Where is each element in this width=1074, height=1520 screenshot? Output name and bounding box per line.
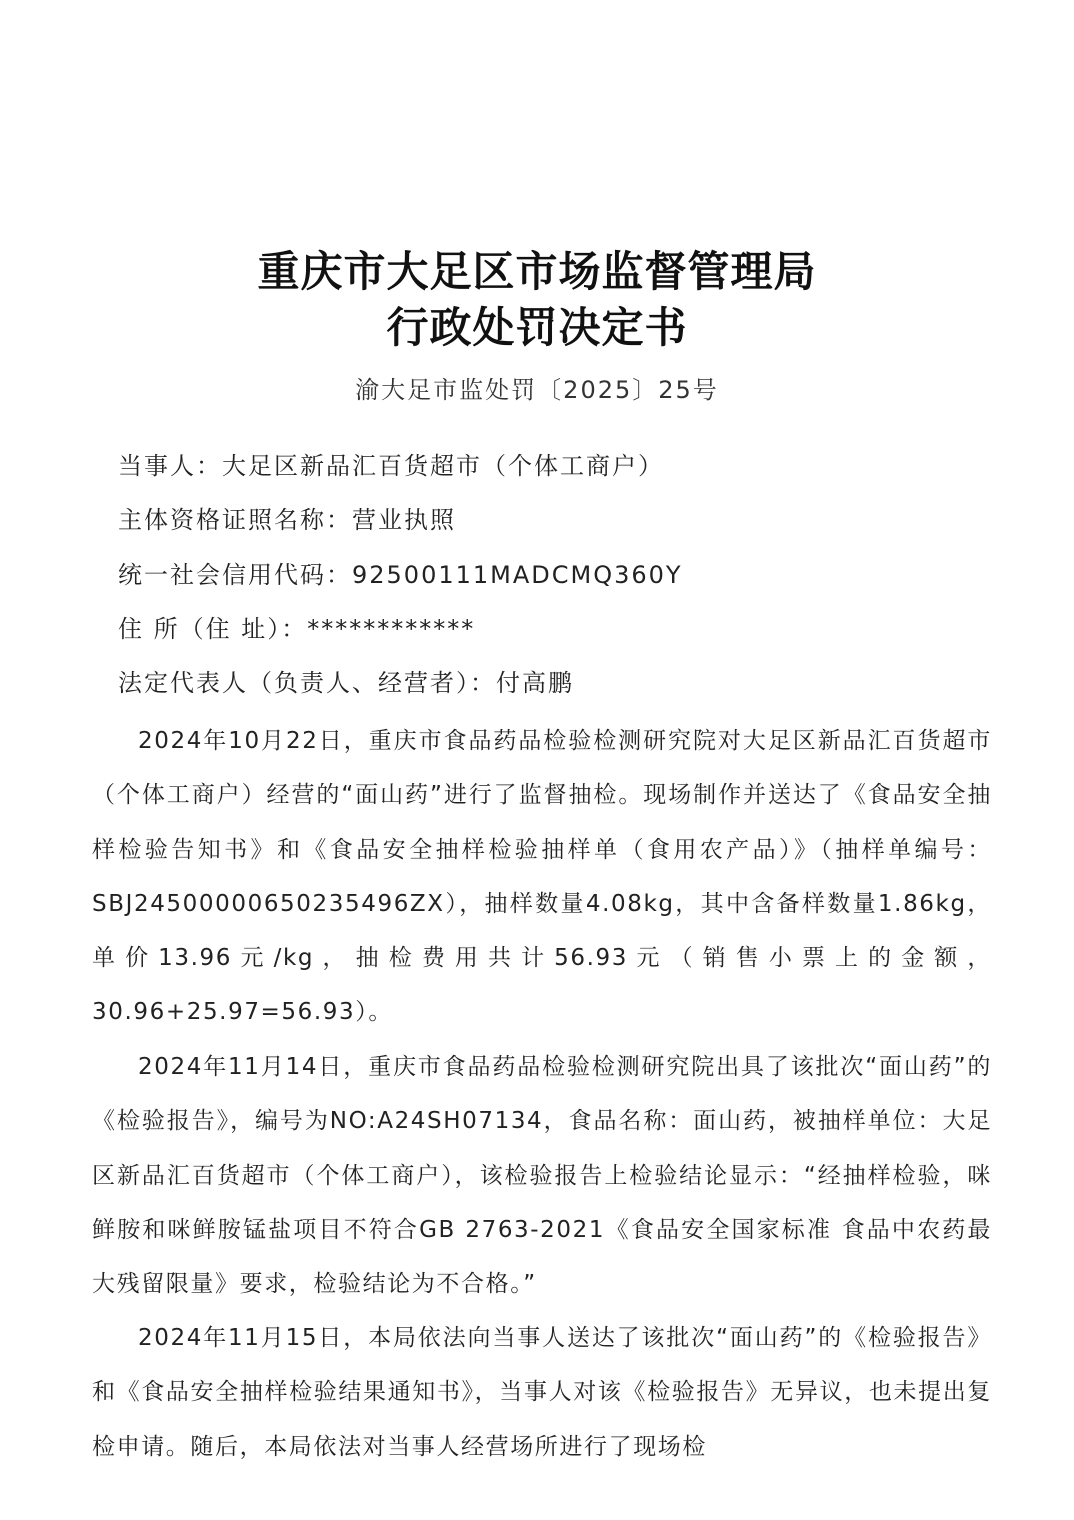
body-paragraph-inspection-report: 2024年11月14日，重庆市食品药品检验检测研究院出具了该批次“面山药”的《检验报告》，编号为NO:A24SH07134，食品名称：面山药，被抽样单位：大足区新品汇百货超市（个体工商户），该检验报告上检验结论显示：“经抽样检验，咪鲜胺和咪鲜胺锰盐项目不符合GB 2763-2021《食品安全国家标准 食品中农药最大残留限量》要求，检验结论为不合格。”	[92, 1054, 992, 1298]
body-paragraph-sampling: 2024年10月22日，重庆市食品药品检验检测研究院对大足区新品汇百货超市（个体工商户）经营的“面山药”进行了监督抽检。现场制作并送达了《食品安全抽样检验告知书》和《食品安全抽样检验抽样单（食用农产品）》（抽样单编号：SBJ24500000650235496ZX），抽样数量4.08kg，其中含备样数量1.86kg，单价13.96元/kg，抽检费用共计56.93元（销售小票上的金额，30.96+25.97=56.93）。	[92, 728, 992, 1026]
document-number: 渝大足市监处罚〔2025〕25号	[355, 376, 719, 404]
credit-code-line: 统一社会信用代码：92500111MADCMQ360Y	[118, 561, 683, 589]
document-title-agency: 重庆市大足区市场监督管理局	[257, 247, 817, 296]
party-name-line: 当事人：大足区新品汇百货超市（个体工商户）	[118, 452, 664, 480]
body-paragraph-notification: 2024年11月15日，本局依法向当事人送达了该批次“面山药”的《检验报告》和《食品安全抽样检验结果通知书》，当事人对该《检验报告》无异议，也未提出复检申请。随后，本局依法对当事人经营场所进行了现场检	[92, 1325, 992, 1460]
document-title-type: 行政处罚决定书	[386, 303, 688, 352]
legal-representative-line: 法定代表人（负责人、经营者）：付高鹏	[118, 669, 574, 697]
address-line: 住 所（住 址）：************	[118, 615, 476, 643]
license-name-line: 主体资格证照名称：营业执照	[118, 506, 456, 534]
